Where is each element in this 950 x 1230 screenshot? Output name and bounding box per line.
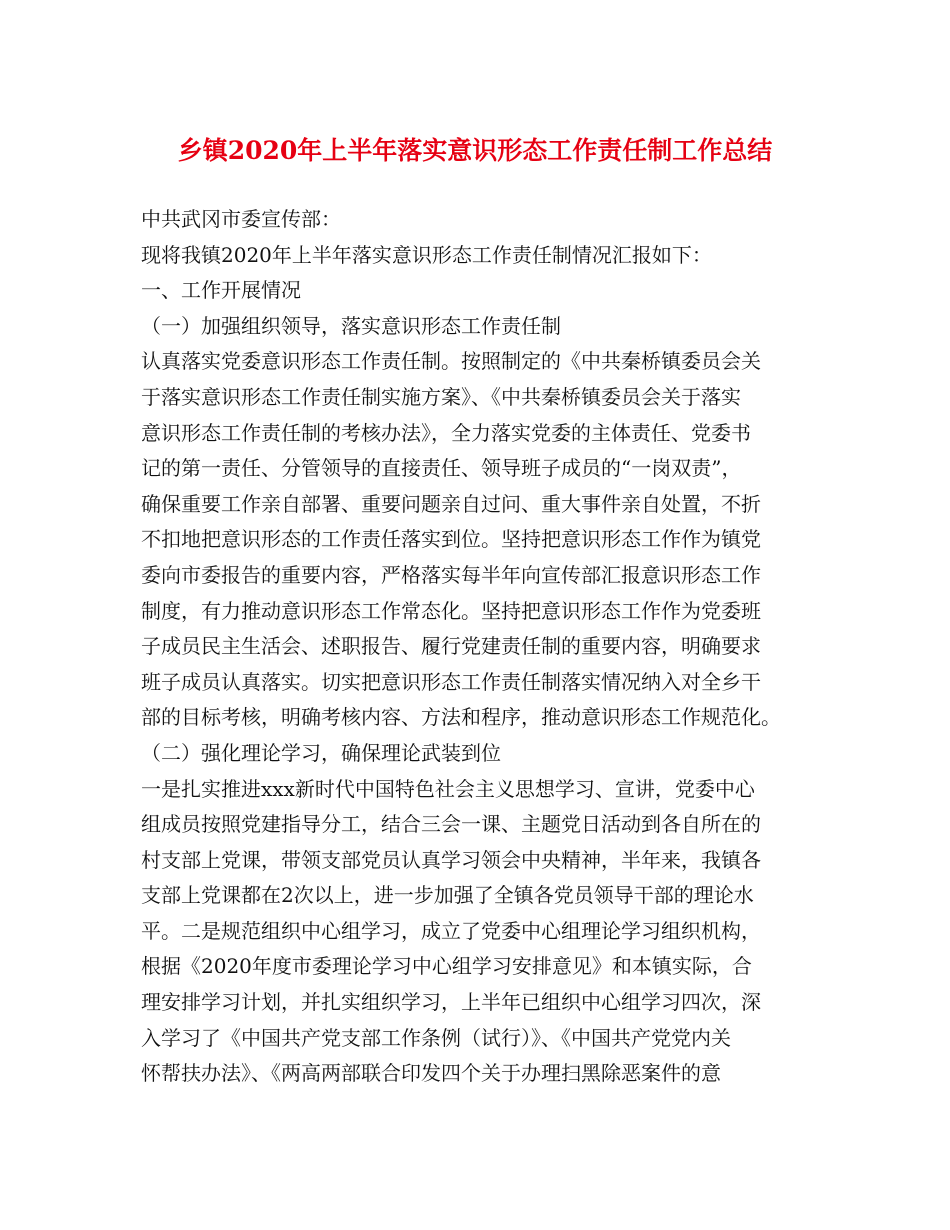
document-title: 乡镇2020年上半年落实意识形态工作责任制工作总结 xyxy=(177,136,773,165)
body-line: 理安排学习计划，并扎实组织学习，上半年已组织中心组学习四次，深 xyxy=(141,990,761,1015)
body-line: 于落实意识形态工作责任制实施方案》、《中共秦桥镇委员会关于落实 xyxy=(141,384,741,409)
body-line: 制度，有力推动意识形态工作常态化。坚持把意识形态工作作为党委班 xyxy=(141,598,761,623)
body-line: 现将我镇2020年上半年落实意识形态工作责任制情况汇报如下： xyxy=(141,242,712,267)
body-line: 一是扎实推进xxx新时代中国特色社会主义思想学习、宣讲，党委中心 xyxy=(141,776,755,801)
body-line: 委向市委报告的重要内容，严格落实每半年向宣传部汇报意识形态工作 xyxy=(141,562,761,587)
body-line: 意识形态工作责任制的考核办法》，全力落实党委的主体责任、党委书 xyxy=(141,420,751,445)
subsection-heading: （二）强化理论学习，确保理论武装到位 xyxy=(141,740,501,765)
body-line: 子成员民主生活会、述职报告、履行党建责任制的重要内容，明确要求 xyxy=(141,634,761,659)
subsection-heading: （一）加强组织领导，落实意识形态工作责任制 xyxy=(141,313,561,338)
body-line: 认真落实党委意识形态工作责任制。按照制定的《中共秦桥镇委员会关 xyxy=(141,349,761,374)
body-line: 平。二是规范组织中心组学习，成立了党委中心组理论学习组织机构， xyxy=(141,918,761,943)
section-heading: 一、工作开展情况 xyxy=(141,278,301,303)
body-line: 入学习了《中国共产党支部工作条例（试行）》、《中国共产党党内关 xyxy=(141,1025,731,1050)
document-body xyxy=(141,202,821,1092)
body-line: 记的第一责任、分管领导的直接责任、领导班子成员的“一岗双责”， xyxy=(141,456,742,481)
body-line: 不扣地把意识形态的工作责任落实到位。坚持把意识形态工作作为镇党 xyxy=(141,527,761,552)
body-line: 支部上党课都在2次以上，进一步加强了全镇各党员领导干部的理论水 xyxy=(141,883,754,908)
body-line: 怀帮扶办法》、《两高两部联合印发四个关于办理扫黑除恶案件的意 xyxy=(141,1061,721,1086)
body-line: 确保重要工作亲自部署、重要问题亲自过问、重大事件亲自处置，不折 xyxy=(141,491,761,516)
body-line: 中共武冈市委宣传部： xyxy=(141,207,341,231)
body-line: 村支部上党课，带领支部党员认真学习领会中央精神，半年来，我镇各 xyxy=(141,847,761,872)
body-line: 根据《2020年度市委理论学习中心组学习安排意见》和本镇实际，合 xyxy=(141,954,752,979)
body-line: 组成员按照党建指导分工，结合三会一课、主题党日活动到各自所在的 xyxy=(141,812,761,837)
body-line: 部的目标考核，明确考核内容、方法和程序，推动意识形态工作规范化。 xyxy=(141,705,781,730)
body-line: 班子成员认真落实。切实把意识形态工作责任制落实情况纳入对全乡干 xyxy=(141,669,761,694)
